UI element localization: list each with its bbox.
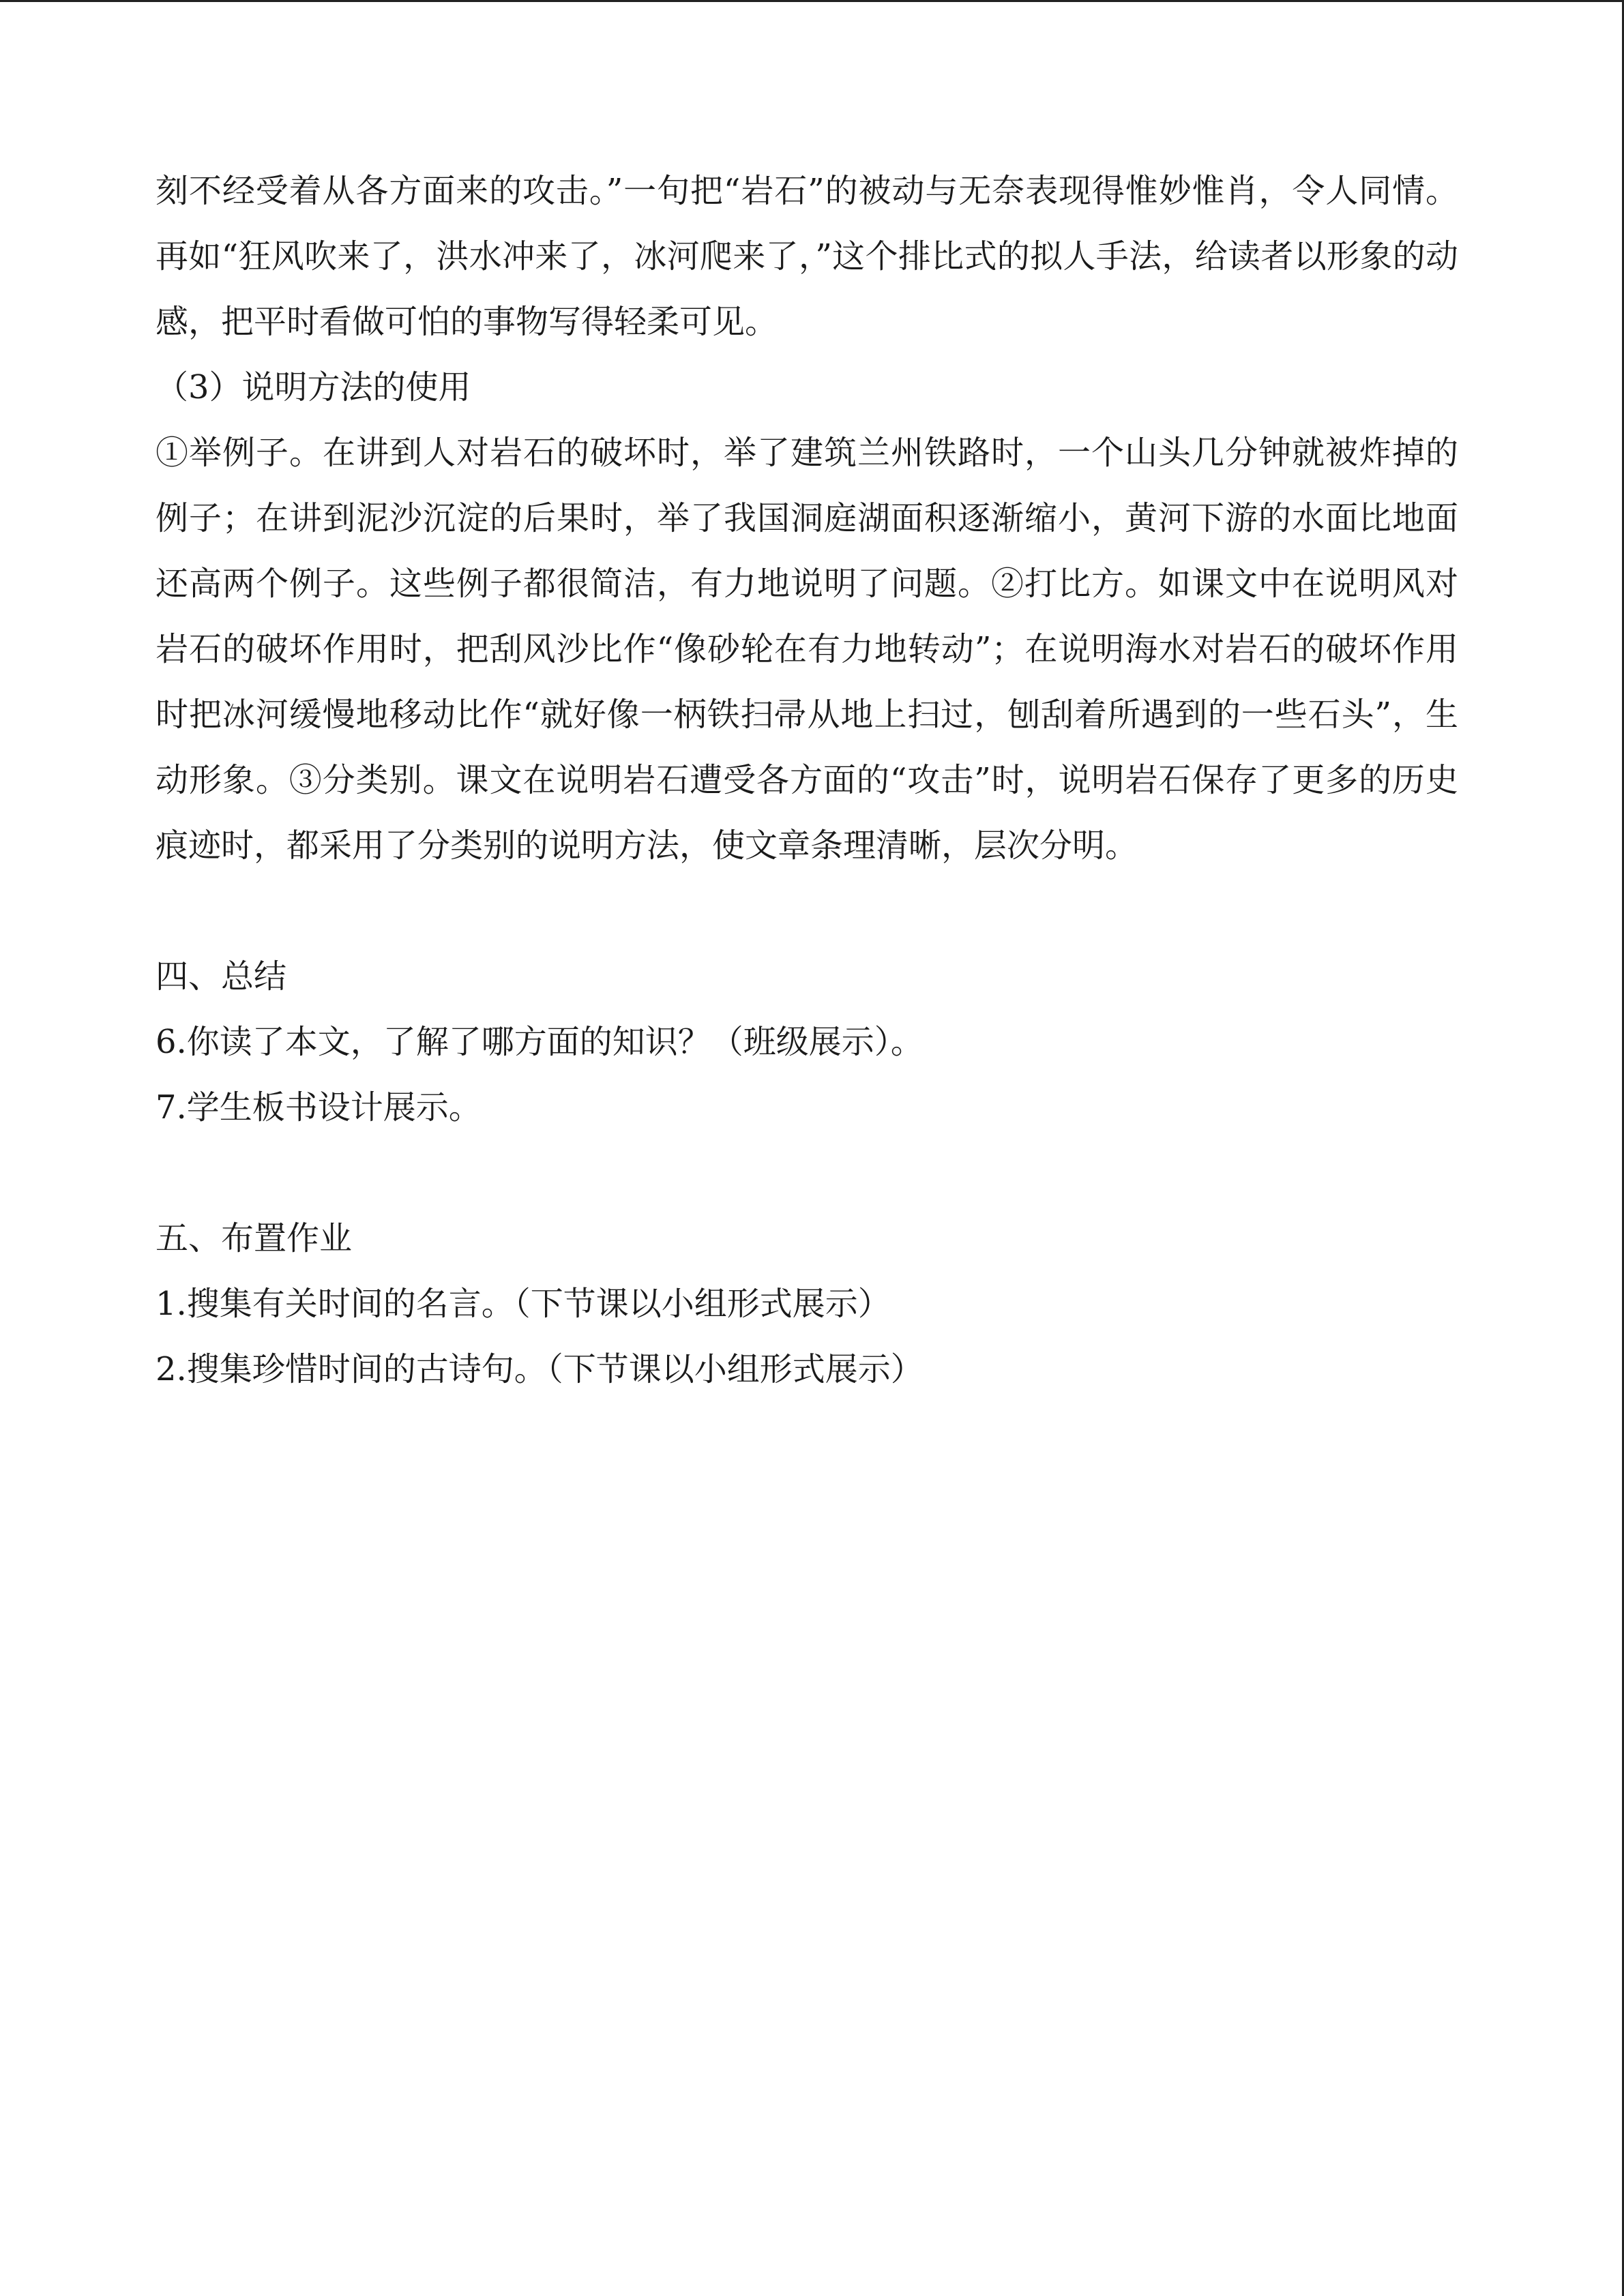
homework-item-1: 1.搜集有关时间的名言。（下节课以小组形式展示）: [156, 1285, 891, 1323]
summary-item-7: 7.学生板书设计展示。: [156, 1088, 482, 1127]
paragraph-rhetoric: 刻不经受着从各方面来的攻击。”一句把“岩石”的被动与无奈表现得惟妙惟肖，令人同情。再如“狂风吹来了，洪水冲来了，冰河爬来了，”这个排比式的拟人手法，给读者以形象的动感，把平时看做可怕的事物写得轻柔可见。: [156, 172, 1458, 341]
section-heading-homework: 五、布置作业: [156, 1219, 353, 1257]
blank-line: [156, 878, 1458, 944]
sub-heading-explanation-methods: （3）说明方法的使用: [156, 368, 471, 406]
summary-item-6: 6.你读了本文，了解了哪方面的知识？（班级展示）。: [156, 1023, 924, 1061]
document-body: [156, 158, 1458, 1402]
paragraph-explanation-methods: ①举例子。在讲到人对岩石的破坏时，举了建筑兰州铁路时，一个山头几分钟就被炸掉的例子；在讲到泥沙沉淀的后果时，举了我国洞庭湖面积逐渐缩小，黄河下游的水面比地面还高两个例子。这些例子都很简洁，有力地说明了问题。②打比方。如课文中在说明风对岩石的破坏作用时，把刮风沙比作“像砂轮在有力地转动”；在说明海水对岩石的破坏作用时把冰河缓慢地移动比作“就好像一柄铁扫帚从地上扫过，刨刮着所遇到的一些石头”，生动形象。③分类别。课文在说明岩石遭受各方面的“攻击”时，说明岩石保存了更多的历史痕迹时，都采用了分类别的说明方法，使文章条理清晰，层次分明。: [156, 434, 1458, 865]
section-heading-summary: 四、总结: [156, 957, 287, 996]
homework-item-2: 2.搜集珍惜时间的古诗句。（下节课以小组形式展示）: [156, 1350, 924, 1388]
blank-line: [156, 1140, 1458, 1206]
